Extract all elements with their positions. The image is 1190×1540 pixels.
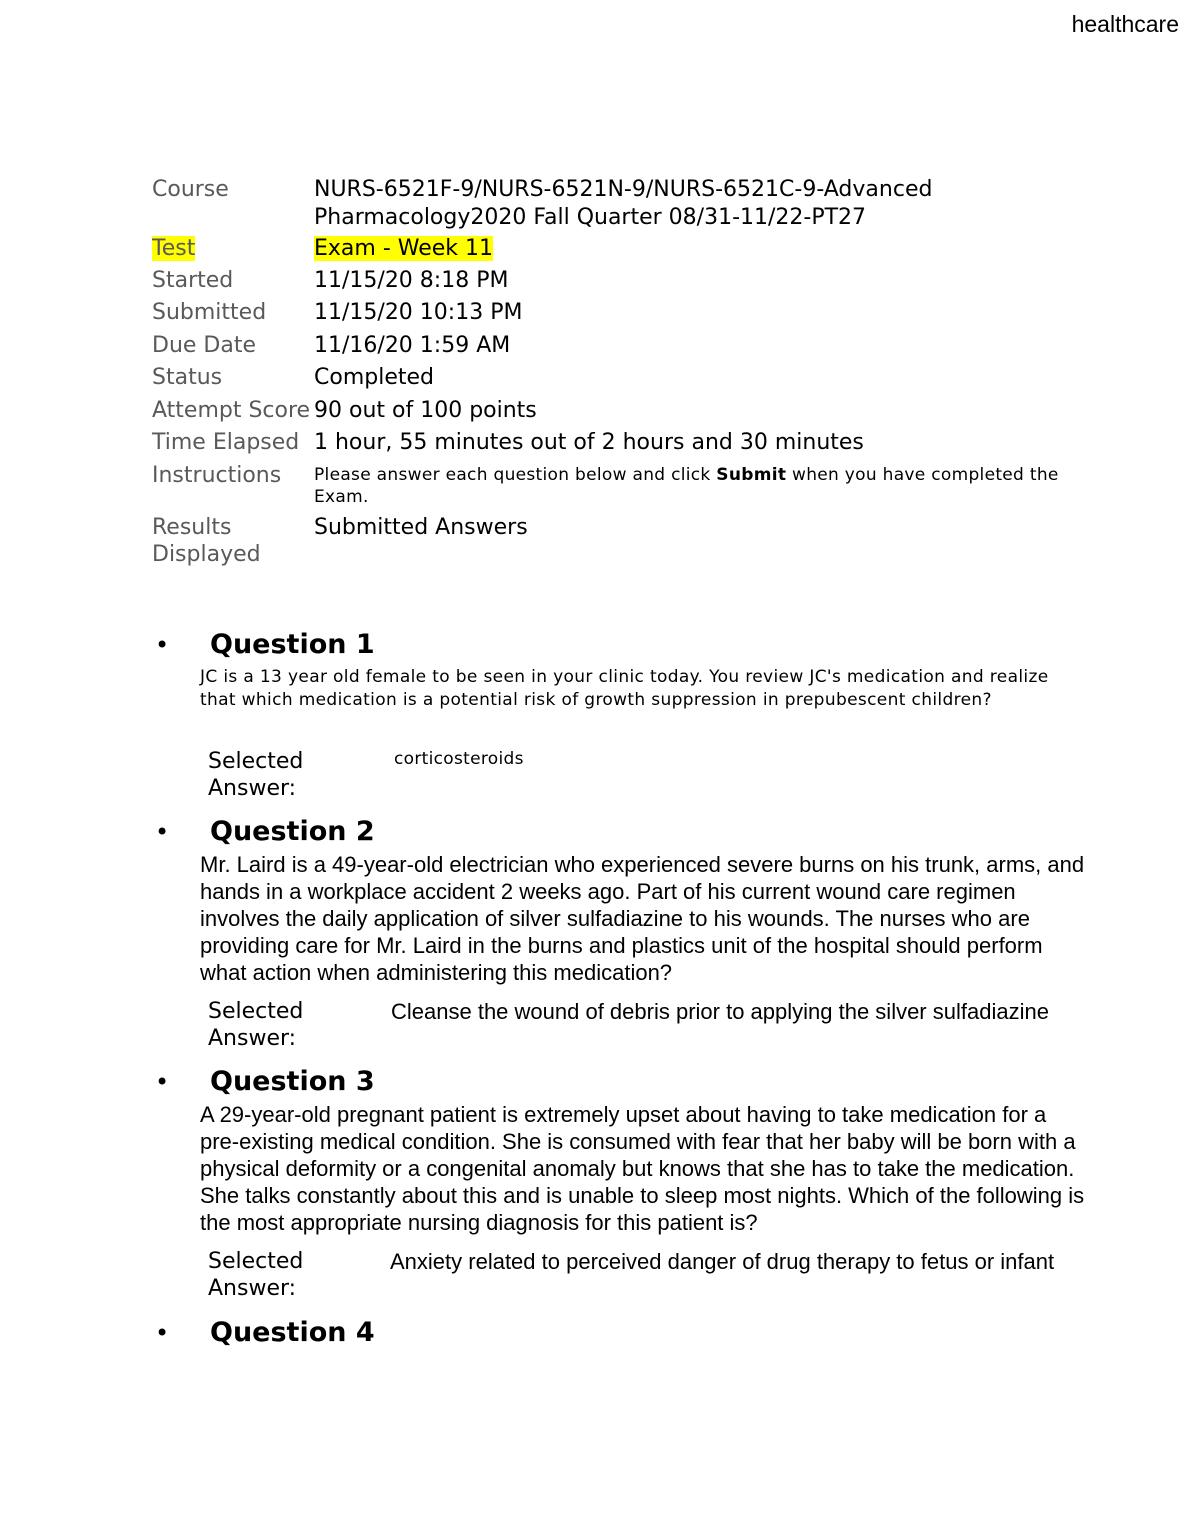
attempt-score-label: Attempt Score [152, 397, 311, 423]
question-text: JC is a 13 year old female to be seen in your clinic today. You review JC's medication and realize that which medication is a potential risk of growth suppression in prepubescent children? [200, 667, 1049, 710]
bullet-icon: • [155, 1068, 170, 1096]
bullet-icon: • [155, 1319, 170, 1347]
info-row-course [152, 176, 1112, 231]
status-value: Completed [314, 365, 434, 390]
question-title: Question 4 [210, 1317, 375, 1348]
results-displayed-value: Submitted Answers [314, 514, 528, 540]
started-value: 11/15/20 8:18 PM [314, 267, 509, 293]
question-item [0, 1063, 1190, 1302]
test-label-cell [152, 235, 314, 263]
info-row-time-elapsed [152, 429, 1112, 457]
course-label: Course [152, 177, 229, 202]
info-row-submitted [152, 299, 1112, 327]
question-title: Question 2 [210, 816, 375, 847]
question-header [0, 1063, 1190, 1101]
started-label: Started [152, 267, 234, 293]
instructions-text-end: when you have completed the Exam. [314, 464, 1059, 507]
selected-answer-label: Selected Answer: [208, 1249, 304, 1301]
bullet-icon: • [155, 818, 170, 846]
selected-answer-row [208, 998, 1190, 1052]
question-text: Mr. Laird is a 49-year-old electrician who experienced severe burns on his trunk, arms, and hands in a workplace accident 2 weeks ago. Part of his current wound care regimen involves the daily application of silver sulfadiazine to his wounds. The nurses who are providing care for Mr. Laird in the burns and plastics unit of the hospital should perform what action when administering this medication? [200, 852, 1085, 985]
selected-answer-row [208, 1248, 1190, 1302]
question-item [0, 813, 1190, 1052]
page-header-tag: healthcare [1071, 11, 1179, 37]
time-elapsed-value: 1 hour, 55 minutes out of 2 hours and 30 minutes [314, 430, 864, 455]
question-header [0, 626, 1190, 664]
info-row-results-displayed [152, 514, 1112, 569]
due-date-label: Due Date [152, 332, 256, 358]
selected-answer-row [208, 748, 1190, 802]
bullet-icon: • [155, 631, 170, 659]
selected-answer-value: Anxiety related to perceived danger of drug therapy to fetus or infant [390, 1249, 1055, 1274]
selected-answer-label: Selected Answer: [208, 749, 304, 801]
status-label: Status [152, 365, 223, 390]
question-text: A 29-year-old pregnant patient is extremely upset about having to take medication for a pre-existing medical condition. She is consumed with fear that her baby will be born with a physical deformity or a congenital anomaly but knows that she has to take the medication. She talks constantly about this and is unable to sleep most nights. Which of the following is the most appropriate nursing diagnosis for this patient is? [200, 1102, 1085, 1235]
info-row-due-date [152, 332, 1112, 360]
submitted-label: Submitted [152, 300, 267, 325]
info-row-started [152, 267, 1112, 295]
course-value: NURS-6521F-9/NURS-6521N-9/NURS-6521C-9-Advanced Pharmacology2020 Fall Quarter 08/31-11/22-PT27 [314, 177, 933, 230]
question-item [0, 626, 1190, 802]
test-value-cell [314, 235, 1112, 263]
info-row-status [152, 364, 1112, 392]
question-list [0, 626, 1190, 1352]
info-row-attempt-score [152, 397, 1112, 425]
test-value: Exam - Week 11 [314, 236, 494, 261]
info-row-test [152, 235, 1112, 263]
test-info-table [152, 176, 1112, 569]
instructions-value [314, 462, 1112, 509]
question-title: Question 3 [210, 1066, 375, 1097]
selected-answer-label: Selected Answer: [208, 999, 304, 1051]
question-header [0, 813, 1190, 851]
time-elapsed-label: Time Elapsed [152, 430, 300, 455]
instructions-text-start: Please answer each question below and click [314, 464, 717, 485]
selected-answer-value: corticosteroids [394, 749, 524, 769]
instructions-submit-word: Submit [716, 464, 787, 485]
info-row-instructions [152, 462, 1112, 509]
question-header [0, 1314, 1190, 1352]
results-displayed-label: Results Displayed [152, 514, 261, 567]
instructions-label: Instructions [152, 462, 282, 488]
due-date-value: 11/16/20 1:59 AM [314, 332, 511, 358]
submitted-value: 11/15/20 10:13 PM [314, 300, 523, 325]
test-label: Test [152, 236, 196, 261]
selected-answer-value: Cleanse the wound of debris prior to applying the silver sulfadiazine [391, 999, 1049, 1024]
attempt-score-value: 90 out of 100 points [314, 397, 537, 423]
question-item [0, 1314, 1190, 1352]
question-title: Question 1 [210, 629, 375, 660]
